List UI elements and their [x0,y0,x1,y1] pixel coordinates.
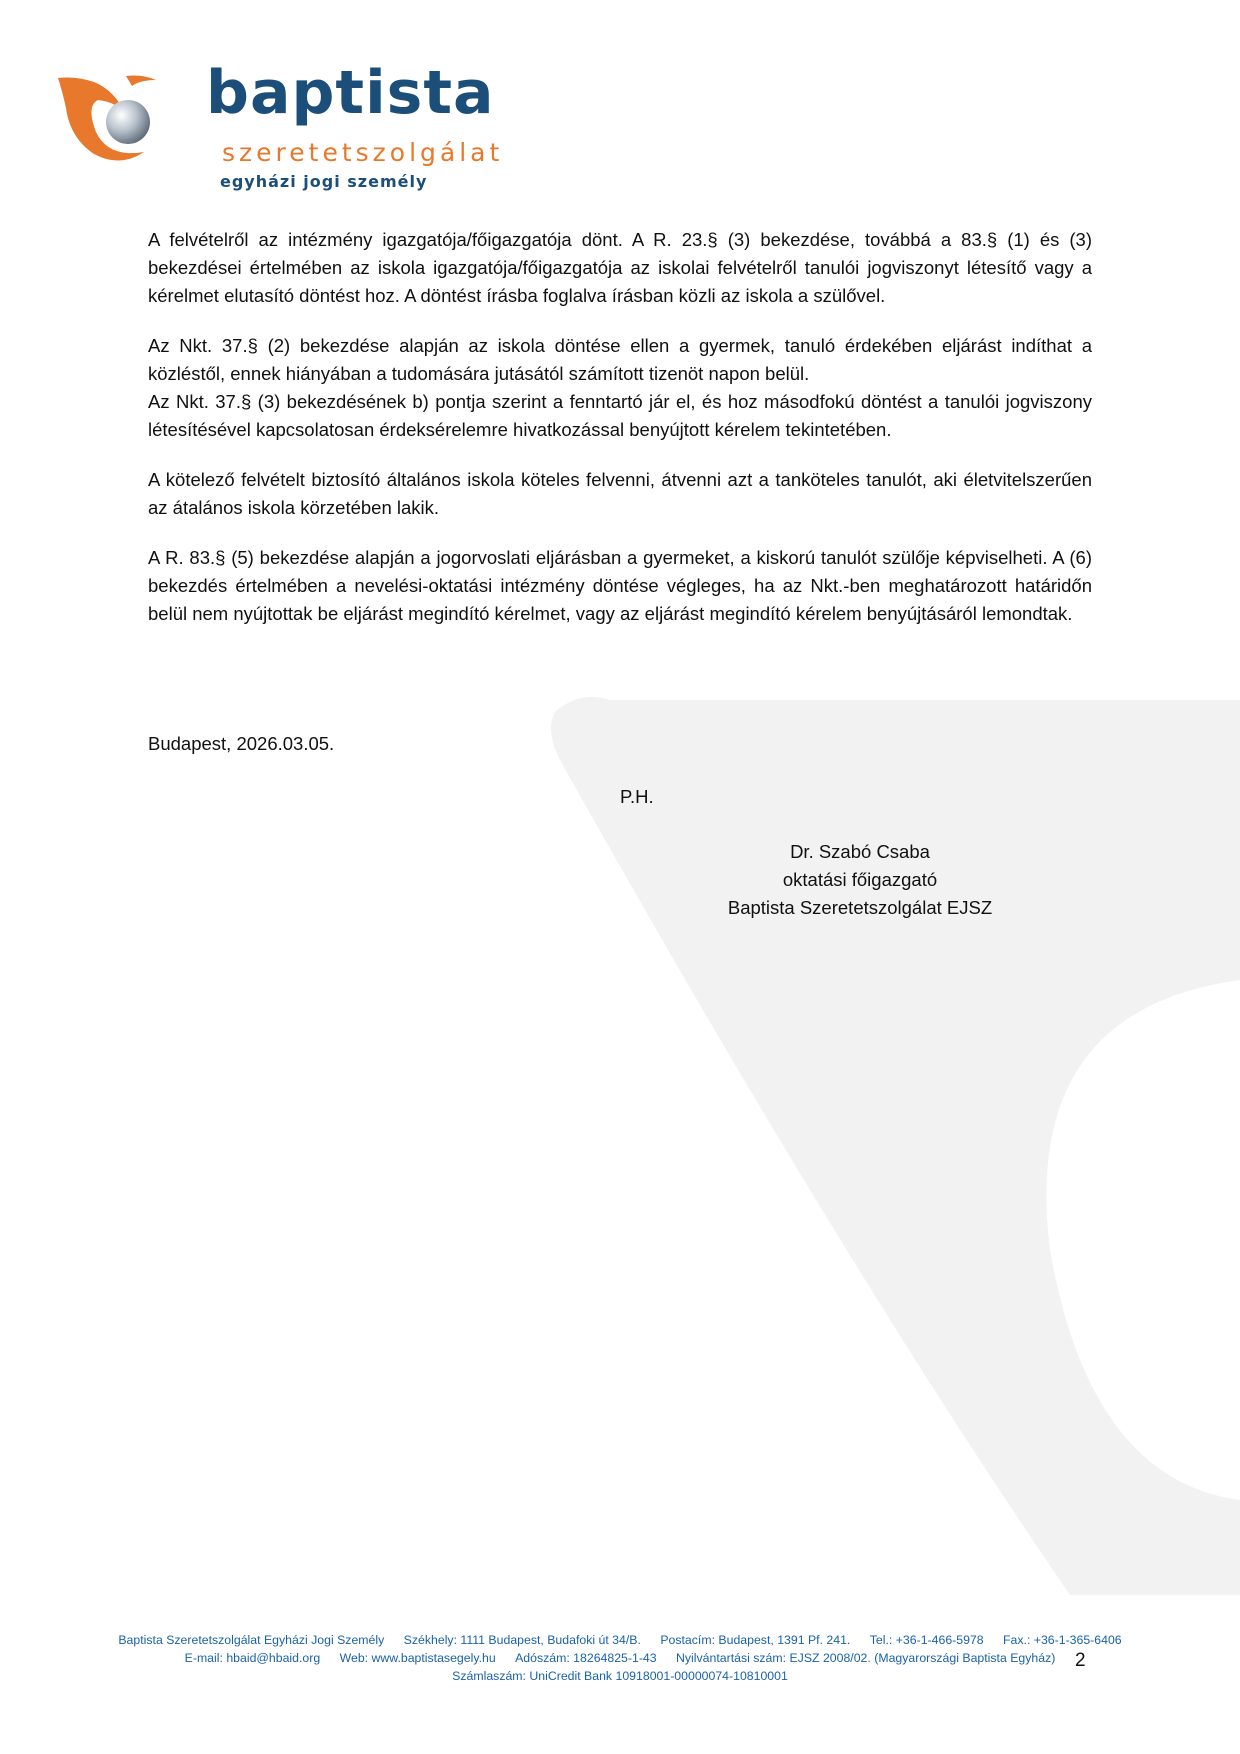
logo-mark-icon [56,72,176,162]
footer-phone: Tel.: +36-1-466-5978 [869,1633,984,1647]
letter-body [148,226,1092,650]
footer-address: Székhely: 1111 Budapest, Budafoki út 34/B. [403,1633,641,1647]
signer-title: oktatási főigazgató [782,869,938,890]
signer-name: Dr. Szabó Csaba [790,841,930,862]
organization-logo [56,58,504,194]
footer-line-1 [60,1631,1180,1649]
signature-block [690,838,1030,922]
footer-org-name: Baptista Szeretetszolgálat Egyházi Jogi Személy [118,1633,385,1647]
signer-organization: Baptista Szeretetszolgálat EJSZ [727,897,993,918]
paragraph: Az Nkt. 37.§ (3) bekezdésének b) pontja szerint a fenntartó jár el, és hoz másodfokú döntést a tanulói jogviszony létesítésével kapcsolatosan érdeksérelemre hivatkozással benyújtott kérelem tekintetében. [148,391,1092,440]
page-number: 2 [1075,1650,1086,1671]
footer-line-3: Számlaszám: UniCredit Bank 10918001-00000074-10810001 [452,1669,788,1683]
logo-tagline: egyházi jogi személy [220,172,428,191]
paragraph: A felvételről az intézmény igazgatója/főigazgatója dönt. A R. 23.§ (3) bekezdése, továbbá a 83.§ (1) és (3) bekezdései értelmében az iskola igazgatója/főigazgatója az iskolai felvételről tanulói jogviszonyt létesítő vagy a kérelmet elutasító döntést hoz. A döntést írásba foglalva írásban közli az iskola a szülővel. [148,229,1092,306]
footer-web: Web: www.baptistasegely.hu [339,1651,496,1665]
paragraph: A R. 83.§ (5) bekezdése alapján a jogorvoslati eljárásban a gyermeket, a kiskorú tanulót szülője képviselheti. A (6) bekezdés értelmében a nevelési-oktatási intézmény döntése végleges, ha az Nkt.-ben meghatározott határidőn belül nem nyújtottak be eljárást megindító kérelmet, vagy az eljárást megindító kérelem benyújtásáról lemondtak. [148,547,1092,624]
paragraph: Az Nkt. 37.§ (2) bekezdése alapján az iskola döntése ellen a gyermek, tanuló érdekében eljárást indíthat a közléstől, ennek hiányában a tudomására jutásától számított tizenöt napon belül. [148,335,1092,384]
footer-line-2 [60,1649,1180,1667]
footer-email: E-mail: hbaid@hbaid.org [184,1651,321,1665]
logo-subtitle: szeretetszolgálat [222,138,504,167]
footer-postal: Postacím: Budapest, 1391 Pf. 241. [660,1633,851,1647]
footer-tax-number: Adószám: 18264825-1-43 [515,1651,657,1665]
letter-date: Budapest, 2026.03.05. [148,733,335,754]
paragraph: A kötelező felvételt biztosító általános iskola köteles felvenni, átvenni azt a tanköteles tanulót, aki életvitelszerűen az átalános iskola körzetében lakik. [148,469,1092,518]
footer-registry-number: Nyilvántartási szám: EJSZ 2008/02. (Magyarországi Baptista Egyház) [676,1651,1056,1665]
logo-wordmark: baptista [206,58,495,128]
page-footer [60,1631,1180,1685]
stamp-placeholder: P.H. [620,786,654,807]
footer-fax: Fax.: +36-1-365-6406 [1003,1633,1122,1647]
